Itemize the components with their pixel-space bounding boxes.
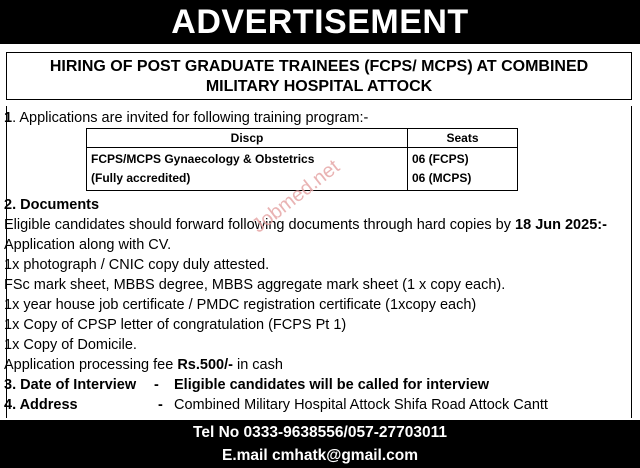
processing-fee: [4, 356, 283, 374]
address-value: Combined Military Hospital Attock Shifa Road Attock Cantt: [174, 397, 548, 413]
document-item: 1x Copy of CPSP letter of congratulation (FCPS Pt 1): [4, 317, 347, 333]
watermark-text: Jobmed.net: [248, 155, 344, 238]
document-item: 1x year house job certificate / PMDC registration certificate (1xcopy each): [4, 297, 477, 313]
fee-text: Application processing fee: [4, 357, 178, 373]
fee-amount: Rs.500/-: [177, 357, 233, 373]
discipline-header: Discp: [87, 129, 408, 148]
address-dash: -: [158, 397, 163, 413]
section-1-intro: [4, 109, 368, 127]
seats-mcps: 06 (MCPS): [412, 171, 472, 185]
seats-cell: [408, 148, 518, 191]
page-title: ADVERTISEMENT: [171, 3, 469, 41]
section-1-text: . Applications are invited for following training program:-: [12, 110, 369, 126]
advertisement-banner: [0, 0, 640, 44]
phone-number: Tel No 0333-9638556/057-27703011: [193, 424, 447, 441]
document-item: 1x Copy of Domicile.: [4, 337, 137, 353]
document-item: 1x photograph / CNIC copy duly attested.: [4, 257, 270, 273]
hiring-heading: [6, 52, 632, 100]
fee-suffix: in cash: [232, 357, 283, 373]
table-row: [87, 148, 518, 191]
interview-dash: -: [154, 377, 159, 393]
discipline-cell: [87, 148, 408, 191]
documents-intro: [4, 216, 607, 234]
document-item: FSc mark sheet, MBBS degree, MBBS aggregate mark sheet (1 x copy each).: [4, 277, 506, 293]
deadline-date: 18 Jun 2025:-: [515, 217, 607, 233]
table-header-row: [87, 129, 518, 148]
address-label: 4. Address: [4, 397, 78, 413]
document-item: Application along with CV.: [4, 237, 172, 253]
discipline-accreditation: (Fully accredited): [91, 171, 191, 185]
documents-intro-text: Eligible candidates should forward following documents through hard copies by: [4, 217, 516, 233]
section-4-address: [4, 396, 604, 414]
discipline-name: FCPS/MCPS Gynaecology & Obstetrics: [91, 152, 315, 166]
interview-label: 3. Date of Interview: [4, 377, 137, 393]
section-3-interview: [4, 376, 490, 394]
hiring-heading-line2: MILITARY HOSPITAL ATTOCK: [205, 78, 433, 95]
section-2-heading: 2. Documents: [4, 197, 100, 213]
contact-footer: [0, 420, 640, 468]
seats-header: Seats: [408, 129, 518, 148]
seats-fcps: 06 (FCPS): [412, 152, 469, 166]
email-address: E.mail cmhatk@gmail.com: [221, 447, 418, 464]
interview-value: Eligible candidates will be called for interview: [174, 377, 490, 393]
section-1-number: 1: [4, 110, 13, 126]
training-program-table: [86, 128, 518, 191]
hiring-heading-line1: HIRING OF POST GRADUATE TRAINEES (FCPS/ MCPS) AT COMBINED: [49, 58, 589, 75]
